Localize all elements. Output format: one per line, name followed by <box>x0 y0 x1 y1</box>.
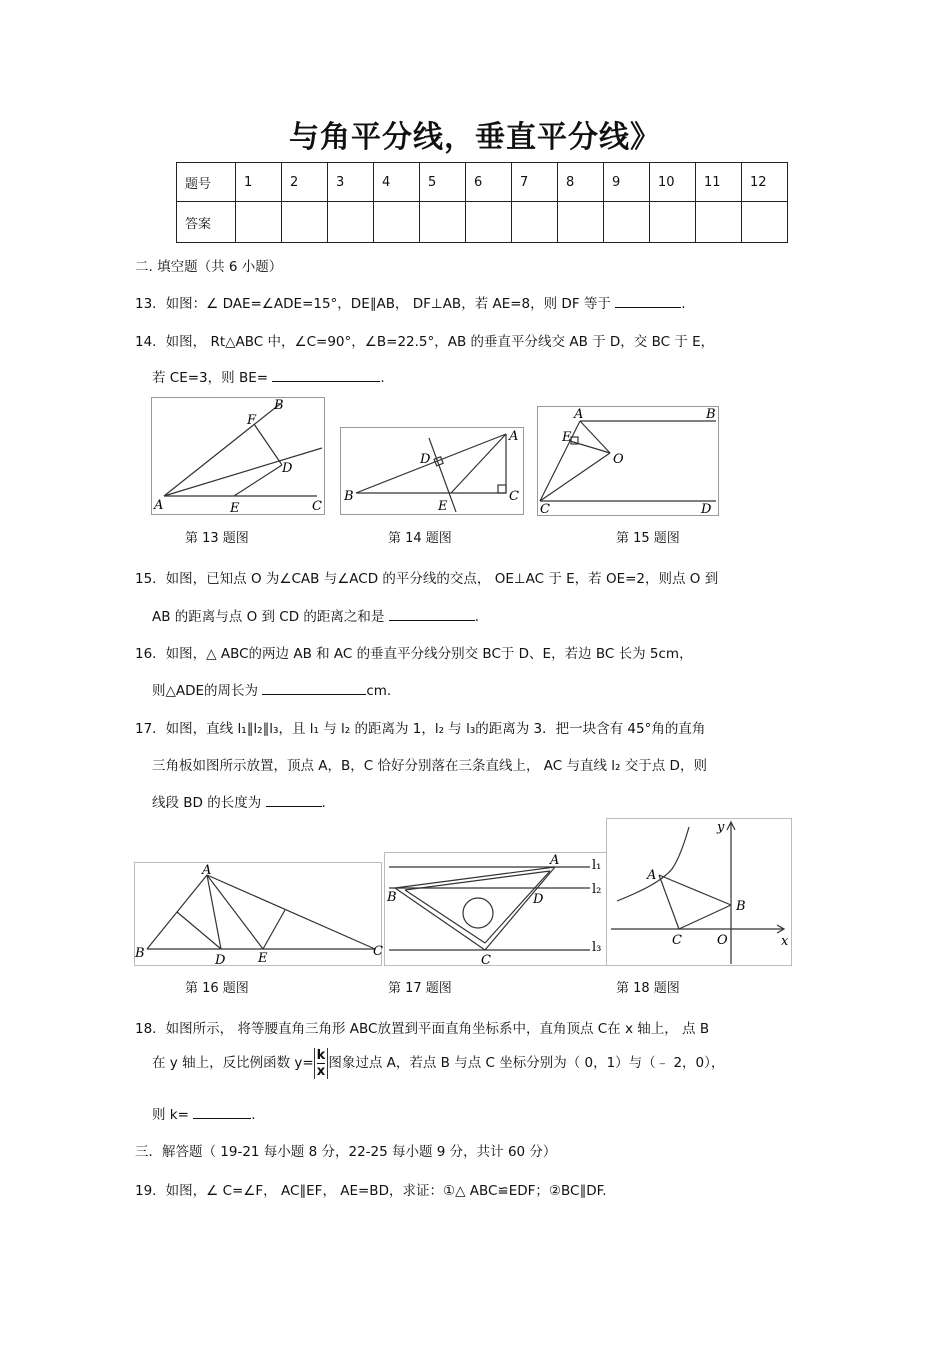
question-18-text-cont: 图象过点 A，若点 B 与点 C 坐标分别为（ 0，1）与（﹣ 2，0）， <box>328 1055 725 1071</box>
answer-blank[interactable] <box>389 608 475 621</box>
question-16-line2 <box>152 679 391 699</box>
question-number: 4 <box>374 163 420 202</box>
segment-AC <box>659 875 679 929</box>
figure-15-caption: 第 15 题图 <box>616 531 680 546</box>
label-E: E <box>562 430 572 445</box>
label-A: A <box>550 853 560 868</box>
answer-cell[interactable] <box>282 202 328 243</box>
segment-AD <box>207 875 221 949</box>
end-dot: . <box>321 795 326 811</box>
answer-cell[interactable] <box>328 202 374 243</box>
segment-AE <box>451 434 506 493</box>
bisector-AC <box>263 910 285 949</box>
figure-18-caption: 第 18 题图 <box>616 981 680 996</box>
question-17-text: 线段 BD 的长度为 <box>152 795 262 811</box>
segment-AB <box>395 867 555 888</box>
label-B: B <box>135 946 145 961</box>
question-19: 19．如图，∠ C=∠F， AC∥EF， AE=BD，求证：①△ ABC≌EDF；②BC∥DF. <box>135 1183 607 1199</box>
label-B: B <box>274 398 284 413</box>
label-F: F <box>247 413 257 428</box>
question-number: 5 <box>420 163 466 202</box>
label-D: D <box>282 461 293 476</box>
answer-blank[interactable] <box>193 1106 251 1119</box>
segment-AC <box>540 421 580 501</box>
segment-DE <box>234 465 282 496</box>
segment-BC <box>679 905 731 929</box>
question-number: 11 <box>696 163 742 202</box>
ray-AB <box>164 404 280 496</box>
question-number: 2 <box>282 163 328 202</box>
label-D: D <box>533 892 544 907</box>
triangle-inner-edge <box>485 871 550 943</box>
label-E: E <box>258 951 268 966</box>
label-l1: l₁ <box>592 858 602 873</box>
label-O: O <box>613 452 624 467</box>
figure-18 <box>606 818 792 966</box>
table-answer-label: 答案 <box>177 202 236 243</box>
question-17-line1: 17．如图，直线 l₁∥l₂∥l₃，且 l₁ 与 l₂ 的距离为 1，l₂ 与 l₃的距离为 3．把一块含有 45°角的直角 <box>135 721 706 737</box>
table-header-label: 题号 <box>177 163 236 202</box>
answer-cell[interactable] <box>604 202 650 243</box>
question-18-line2 <box>152 1046 724 1080</box>
figure-13 <box>151 397 325 515</box>
figure-14 <box>340 427 524 515</box>
answer-blank[interactable] <box>266 794 322 807</box>
question-number: 12 <box>742 163 788 202</box>
question-number: 10 <box>650 163 696 202</box>
figure-17 <box>384 852 608 966</box>
fraction-denominator: x <box>316 1063 326 1079</box>
label-D: D <box>701 502 712 517</box>
label-A: A <box>509 429 519 444</box>
question-13-text: 13．如图：∠ DAE=∠ADE=15°，DE∥AB， DF⊥AB，若 AE=8，则 DF 等于 <box>135 296 611 312</box>
question-18-text: 在 y 轴上，反比例函数 y= <box>152 1055 314 1071</box>
fraction-k-over-x <box>314 1048 329 1079</box>
question-16-line1: 16．如图，△ ABC的两边 AB 和 AC 的垂直平分线分别交 BC于 D、E，若边 BC 长为 5cm， <box>135 646 693 662</box>
question-16-text: 则△ADE的周长为 <box>152 683 259 699</box>
label-l3: l₃ <box>592 940 602 955</box>
figure-17-caption: 第 17 题图 <box>388 981 452 996</box>
label-C: C <box>672 933 682 948</box>
question-number: 6 <box>466 163 512 202</box>
answer-blank[interactable] <box>272 369 380 382</box>
label-y: y <box>717 820 725 835</box>
figure-13-caption: 第 13 题图 <box>185 531 249 546</box>
segment-CO <box>540 453 610 501</box>
ray-AD <box>164 448 322 496</box>
end-dot: . <box>251 1107 256 1123</box>
question-15-line1: 15．如图，已知点 O 为∠CAB 与∠ACD 的平分线的交点， OE⊥AC 于 E，若 OE=2，则点 O 到 <box>135 571 719 587</box>
question-number: 7 <box>512 163 558 202</box>
label-l2: l₂ <box>592 882 602 897</box>
figure-17-diagram <box>385 853 607 968</box>
label-A: A <box>154 498 164 513</box>
question-18-text: 则 k= <box>152 1107 189 1123</box>
answer-cell[interactable] <box>650 202 696 243</box>
answer-cell[interactable] <box>374 202 420 243</box>
figure-15-diagram <box>538 407 718 515</box>
label-D: D <box>215 953 226 968</box>
figure-18-diagram <box>607 819 791 965</box>
question-17-line2: 三角板如图所示放置，顶点 A，B，C 恰好分别落在三条直线上， AC 与直线 l₂ 交于点 D，则 <box>152 758 707 774</box>
right-angle-mark <box>498 485 506 493</box>
segment-AE <box>207 875 263 949</box>
end-dot: . <box>380 370 385 386</box>
end-dot: . <box>474 609 479 625</box>
figure-14-diagram <box>341 428 523 514</box>
question-14-line1: 14．如图， Rt△ABC 中，∠C=90°，∠B=22.5°，AB 的垂直平分线交 AB 于 D，交 BC 于 E， <box>135 334 715 350</box>
label-C: C <box>481 953 491 968</box>
figure-14-caption: 第 14 题图 <box>388 531 452 546</box>
question-18-line3 <box>152 1103 256 1123</box>
unit-label: cm. <box>366 683 392 699</box>
segment-AC <box>485 867 555 950</box>
label-B: B <box>706 407 716 422</box>
label-C: C <box>373 944 383 959</box>
question-15-text: AB 的距离与点 O 到 CD 的距离之和是 <box>152 609 385 625</box>
section-heading-fill-in: 二. 填空题（共 6 小题） <box>135 259 283 275</box>
segment-AC <box>207 875 375 949</box>
label-B: B <box>736 899 746 914</box>
fraction-numerator: k <box>316 1047 326 1063</box>
triangle-inner-edge <box>405 871 550 890</box>
section-heading-solutions: 三．解答题（ 19-21 每小题 8 分，22-25 每小题 9 分，共计 60 分） <box>135 1144 557 1160</box>
answer-cell[interactable] <box>696 202 742 243</box>
bisector-AB <box>177 912 221 949</box>
question-14-text: 若 CE=3，则 BE= <box>152 370 269 386</box>
label-E: E <box>230 501 240 516</box>
answer-cell[interactable] <box>236 202 282 243</box>
question-18-line1: 18．如图所示， 将等腰直角三角形 ABC放置到平面直角坐标系中，直角顶点 C在 x 轴上， 点 B <box>135 1021 710 1037</box>
answer-cell[interactable] <box>558 202 604 243</box>
label-A: A <box>202 863 212 878</box>
answer-cell[interactable] <box>466 202 512 243</box>
answer-blank[interactable] <box>262 682 366 695</box>
figure-16-caption: 第 16 题图 <box>185 981 249 996</box>
end-dot: . <box>681 296 686 312</box>
label-C: C <box>509 489 519 504</box>
label-x: x <box>781 934 789 949</box>
right-angle-mark <box>434 457 443 466</box>
label-A: A <box>647 868 657 883</box>
hyperbola-curve <box>617 827 689 901</box>
segment-BC <box>395 888 485 950</box>
label-B: B <box>344 489 354 504</box>
answer-cell[interactable] <box>742 202 788 243</box>
answer-table <box>176 162 788 243</box>
page-title: 与角平分线，垂直平分线》 <box>289 120 661 155</box>
figure-16-diagram <box>135 863 383 968</box>
question-17-line3 <box>152 791 326 811</box>
question-15-line2 <box>152 605 479 625</box>
answer-blank[interactable] <box>615 295 681 308</box>
segment-DF <box>254 424 282 465</box>
label-C: C <box>312 499 322 514</box>
label-C: C <box>540 502 550 517</box>
answer-cell[interactable] <box>512 202 558 243</box>
label-O: O <box>717 933 728 948</box>
question-number: 8 <box>558 163 604 202</box>
triangle-hole <box>463 898 493 928</box>
question-number: 3 <box>328 163 374 202</box>
question-14-line2 <box>152 366 385 386</box>
question-number: 9 <box>604 163 650 202</box>
question-13 <box>135 292 685 312</box>
figure-15 <box>537 406 719 516</box>
label-A: A <box>574 407 584 422</box>
segment-AB <box>659 875 731 905</box>
figure-16 <box>134 862 382 966</box>
label-D: D <box>420 452 431 467</box>
label-E: E <box>438 499 448 514</box>
question-number: 1 <box>236 163 282 202</box>
triangle-inner-edge <box>405 890 485 943</box>
label-B: B <box>387 890 397 905</box>
figure-13-diagram <box>152 398 324 514</box>
answer-cell[interactable] <box>420 202 466 243</box>
